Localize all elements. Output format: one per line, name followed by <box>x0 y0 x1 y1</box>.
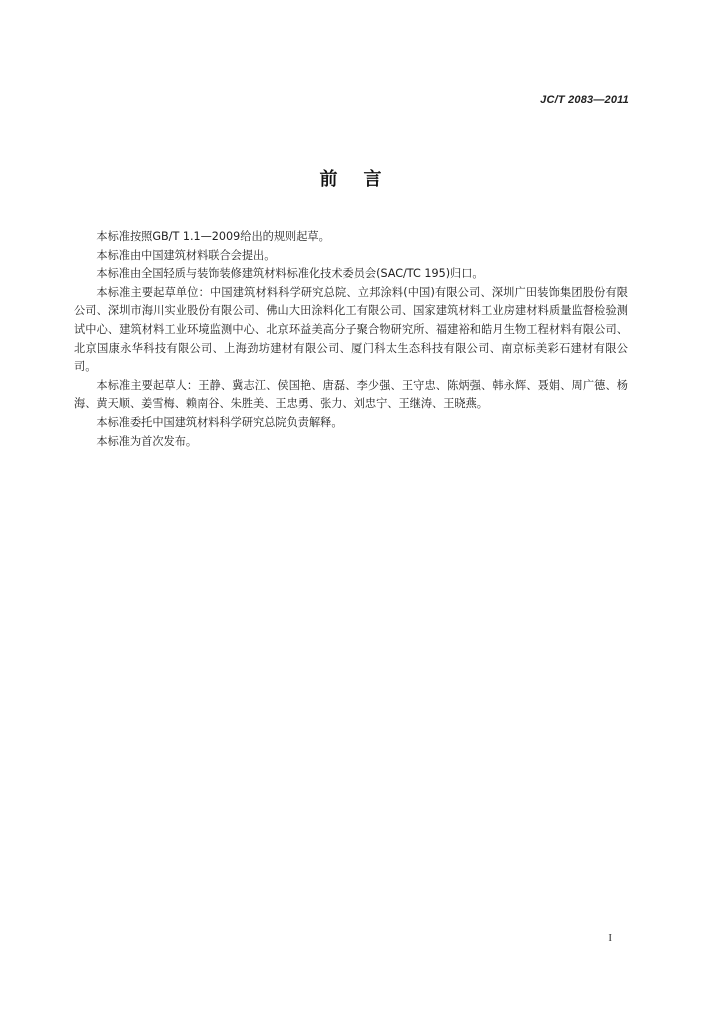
paragraph-technical-committee: 本标准由全国轻质与装饰装修建筑材料标准化技术委员会(SAC/TC 195)归口。 <box>96 267 484 281</box>
page-title: 前言 <box>319 169 408 190</box>
foreword-body <box>74 228 628 451</box>
paragraph-first-release: 本标准为首次发布。 <box>96 434 198 448</box>
paragraph-interpretation: 本标准委托中国建筑材料科学研究总院负责解释。 <box>96 415 343 429</box>
paragraph-drafting-organizations: 本标准主要起草单位：中国建筑材料科学研究总院、立邦涂料(中国)有限公司、深圳广田装饰集团股份有限公司、深圳市海川实业股份有限公司、佛山大田涂料化工有限公司、国家建筑材料工业房建材料质量监督检验测试中心、建筑材料工业环境监测中心、北京环益美高分子聚合物研究所、福建裕和皓月生物工程材料有限公司、北京国康永华科技有限公司、上海劲坊建材有限公司、厦门科太生态科技有限公司、南京标美彩石建材有限公司。 <box>74 285 628 374</box>
paragraph-drafting-rules: 本标准按照GB/T 1.1—2009给出的规则起草。 <box>96 230 330 243</box>
page-number: I <box>608 932 612 944</box>
paragraph-proposer: 本标准由中国建筑材料联合会提出。 <box>96 248 276 262</box>
paragraph-drafters: 本标准主要起草人：王静、冀志江、侯国艳、唐磊、李少强、王守忠、陈炳强、韩永辉、聂娟、周广德、杨海、黄天顺、姜雪梅、赖南谷、朱胜美、王忠勇、张力、刘忠宁、王继涛、王晓燕。 <box>74 378 628 411</box>
document-code: JC/T 2083—2011 <box>540 94 629 106</box>
